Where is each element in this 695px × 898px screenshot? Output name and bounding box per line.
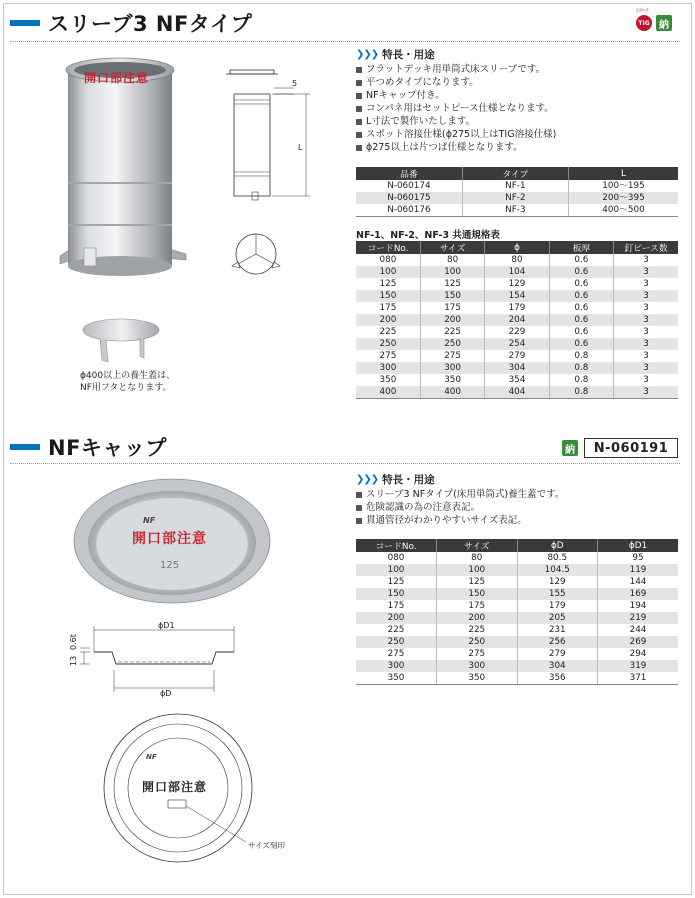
bullet-square-icon [356,505,362,511]
dim-d1-label: ϕD1 [158,621,175,630]
table-cell: N-060175 [356,192,462,204]
table-cell: 275 [420,350,484,362]
table-cell: 129 [517,576,598,588]
drawing-caution-label: 開口部注意 [142,780,208,794]
table-cell: 175 [437,600,518,612]
table-header-cell: 釘ピース数 [614,241,678,254]
feature-item: 平つめタイプになります。 [356,76,556,89]
table-cell: 250 [356,636,437,648]
bullet-square-icon [356,67,362,73]
table-row [356,180,678,192]
table-cell: 175 [420,302,484,314]
table-cell: 100 [420,266,484,278]
feature-item: 貫通管径がわかりやすいサイズ表記。 [356,514,564,527]
bullet-square-icon [356,106,362,112]
table-header-cell: タイプ [462,167,568,180]
table-header-cell: ϕD [517,539,598,552]
table-cell: 3 [614,326,678,338]
table-cell: NF-2 [462,192,568,204]
sleeve-top-drawing [228,228,288,282]
table-cell: 080 [387,553,405,563]
table-header-cell: 板厚 [549,241,613,254]
table-header-cell: サイズ [437,539,518,552]
section2-title: NFキャップ [10,430,167,464]
tig-badge-icon: TIG [636,15,652,31]
table-cell: 200 [356,314,420,326]
cap-table [356,539,678,685]
feature-item: スポット溶接仕様(ϕ275以上はTIG溶接仕様) [356,128,556,141]
eco-mark-label: ｴｺﾏｰｸ [636,8,649,14]
table-cell: 225 [379,327,397,337]
bullet-square-icon [356,132,362,138]
table-cell: 3 [614,350,678,362]
table-cell: 304 [485,362,549,374]
table-row [356,192,678,204]
table-cell: 356 [517,672,598,685]
table-cell: 304 [517,660,598,672]
bullet-square-icon [356,518,362,524]
bullet-square-icon [356,93,362,99]
dim-top-label: 5 [292,79,298,88]
table-cell: 3 [614,362,678,374]
table-row [356,552,678,564]
cap-logo: NF [143,516,156,525]
table-cell: 80 [485,254,549,266]
table-cell: 129 [485,278,549,290]
table-cell: 80 [420,254,484,266]
spec-table-caption: NF-1、NF-2、NF-3 共通規格表 [356,230,500,241]
table-cell: 104 [485,266,549,278]
table-cell: 155 [517,588,598,600]
table-row [356,290,678,302]
feature-item: コンパネ用はセットピース仕様となります。 [356,102,556,115]
table-cell: 175 [379,303,397,313]
table-cell: NF-1 [462,180,568,192]
table-cell: 350 [356,672,437,685]
bullet-square-icon [356,119,362,125]
table-cell: 150 [356,290,420,302]
table-header-cell: コードNo. [356,539,437,552]
size-stamp-callout: サイズ刻印 [248,841,285,850]
table-cell: 080 [379,255,397,265]
table-cell: 275 [379,351,397,361]
table-row [356,278,678,290]
table-row [356,600,678,612]
table-row [356,326,678,338]
table-cell: 95 [598,552,679,564]
table-cell: 275 [437,648,518,660]
table-cell: 3 [614,302,678,314]
table-row [356,204,678,217]
table-header-cell: ϕD1 [598,539,679,552]
table-header-cell: 品番 [356,167,462,180]
table-cell: 279 [517,648,598,660]
table-cell: 300 [356,660,437,672]
table-row [356,588,678,600]
table-cell: 3 [614,290,678,302]
table-cell: 125 [437,576,518,588]
table-cell: 3 [614,338,678,350]
table-cell: 179 [485,302,549,314]
table-row [356,660,678,672]
table-cell: 0.6 [549,266,613,278]
table-cell: 144 [598,576,679,588]
table-cell: 125 [379,279,397,289]
table-cell: 80.5 [517,552,598,564]
table-cell: 3 [614,314,678,326]
table-cell: 219 [598,612,679,624]
table-cell: 3 [614,386,678,399]
feature-item: ϕ275以上は片つば仕様となります。 [356,141,556,154]
table-cell: 150 [356,588,437,600]
table-cell: 256 [517,636,598,648]
sleeve-product-image [58,52,188,284]
table-cell: 125 [420,278,484,290]
table-cell: 0.8 [549,362,613,374]
table-cell: 319 [598,660,679,672]
table-cell: 175 [387,601,405,611]
table-cell: 200 [420,314,484,326]
table-row [356,612,678,624]
table-cell: 225 [437,624,518,636]
dim-t-label: 0.6t [69,634,78,650]
table-cell: 279 [485,350,549,362]
table-cell: 3 [614,254,678,266]
table-cell: 300 [356,362,420,374]
table-cell: 0.6 [549,254,613,266]
cap-section-drawing [60,618,260,698]
table-cell: 179 [517,600,598,612]
section2-feature-list [356,488,564,527]
table-cell: 3 [614,374,678,386]
table-cell: 150 [420,290,484,302]
table-cell: 0.8 [549,386,613,399]
section1-feature-list [356,63,556,154]
table-cell: 169 [598,588,679,600]
table-cell: 371 [598,672,679,685]
table-cell: 80 [437,552,518,564]
dim-length-label: L [298,143,303,152]
section2-rule [10,463,680,464]
feature-item: L寸法で製作いたします。 [356,115,556,128]
table-cell: 231 [517,624,598,636]
table-cell: 354 [485,374,549,386]
table-cell: 400 [356,386,420,399]
table-cell: 0.8 [549,350,613,362]
chevron-icon: ❯❯❯ [356,49,379,60]
table-header-cell: ϕ [485,241,549,254]
table-cell: 350 [420,374,484,386]
table-row [356,302,678,314]
table-cell: 100 [437,564,518,576]
sleeve-side-drawing [224,66,324,206]
title-bar [10,444,40,450]
feature-item: 危険認識の為の注意表記。 [356,501,564,514]
dim-h-label: 13 [69,655,78,666]
table-cell: 3 [614,266,678,278]
table-row [356,386,678,399]
section1-title: スリーブ3 NFタイプ [10,6,252,40]
cap-size-label: 125 [160,560,180,571]
table-cell: 204 [485,314,549,326]
table-cell: 244 [598,624,679,636]
sleeve-caution-label: 開口部注意 [84,71,150,85]
table-cell: 100 [356,564,437,576]
table-cell: 0.6 [549,314,613,326]
table-cell: 0.6 [549,326,613,338]
table-cell: 254 [485,338,549,350]
table-row [356,338,678,350]
table-cell: 0.6 [549,302,613,314]
table-cell: 194 [598,600,679,612]
table-cell: 250 [420,338,484,350]
table-cell: 400〜500 [569,204,679,217]
table-row [356,314,678,326]
table-cell: 200 [437,612,518,624]
table-cell: 205 [517,612,598,624]
table-cell: NF-3 [462,204,568,217]
table-cell: 269 [598,636,679,648]
table-cell: 200 [356,612,437,624]
table-cell: 100 [356,266,420,278]
nou-icon: 納 [562,440,578,456]
spec-table [356,241,678,399]
title-bar [10,20,40,26]
feature-item: フラットデッキ用単筒式床スリーブです。 [356,63,556,76]
bullet-square-icon [356,80,362,86]
feature-item: NFキャップ付き。 [356,89,556,102]
table-row [356,374,678,386]
table-cell: 100〜195 [569,180,679,192]
table-cell: 300 [420,362,484,374]
table-cell: 0.8 [549,374,613,386]
table-cell: 400 [420,386,484,399]
table-row [356,576,678,588]
table-row [356,648,678,660]
nou-icon: 納 [656,15,672,31]
table-cell: 225 [387,625,405,635]
table-cell: 154 [485,290,549,302]
dim-d-label: ϕD [160,689,172,698]
table-cell: 3 [614,278,678,290]
table-cell: 225 [420,326,484,338]
product-code-box: N-060191 [584,438,678,458]
table-row [356,564,678,576]
nf-lid-product-image [80,318,162,368]
table-cell: N-060176 [356,204,462,217]
table-row [356,672,678,685]
section1-rule [10,41,680,42]
table-cell: 250 [356,338,420,350]
table-row [356,636,678,648]
bullet-square-icon [356,145,362,151]
table-cell: 119 [598,564,679,576]
table-cell: 125 [387,577,405,587]
bullet-square-icon [356,492,362,498]
cap-caution-label: 開口部注意 [132,531,207,547]
lid-note: ϕ400以上の養生蓋は、 NF用フタとなります。 [80,371,176,393]
table-cell: 294 [598,648,679,660]
table-header-cell: L [569,167,679,180]
table-row [356,266,678,278]
table-row [356,254,678,266]
table-cell: N-060174 [387,181,431,191]
table-cell: 0.6 [549,278,613,290]
table-cell: 200〜395 [569,192,679,204]
table-row [356,362,678,374]
table-cell: 0.6 [549,338,613,350]
table-header-cell: サイズ [420,241,484,254]
chevron-icon: ❯❯❯ [356,474,379,485]
table-cell: 300 [437,660,518,672]
table-row [356,624,678,636]
section2-features-heading: ❯❯❯ 特長・用途 [356,474,435,486]
section1-features-heading: ❯❯❯ 特長・用途 [356,49,435,61]
table-cell: 275 [387,649,405,659]
table-cell: 250 [437,636,518,648]
table-row [356,350,678,362]
table-header-cell: コードNo. [356,241,420,254]
table-cell: 104.5 [517,564,598,576]
table-cell: 0.6 [549,290,613,302]
table-cell: 350 [437,672,518,685]
table-cell: 150 [437,588,518,600]
table-cell: 404 [485,386,549,399]
type-table [356,167,678,217]
table-cell: 350 [379,375,397,385]
table-cell: 229 [485,326,549,338]
drawing-logo: NF [146,753,157,761]
feature-item: スリーブ3 NFタイプ(床用単筒式)養生蓋です。 [356,488,564,501]
